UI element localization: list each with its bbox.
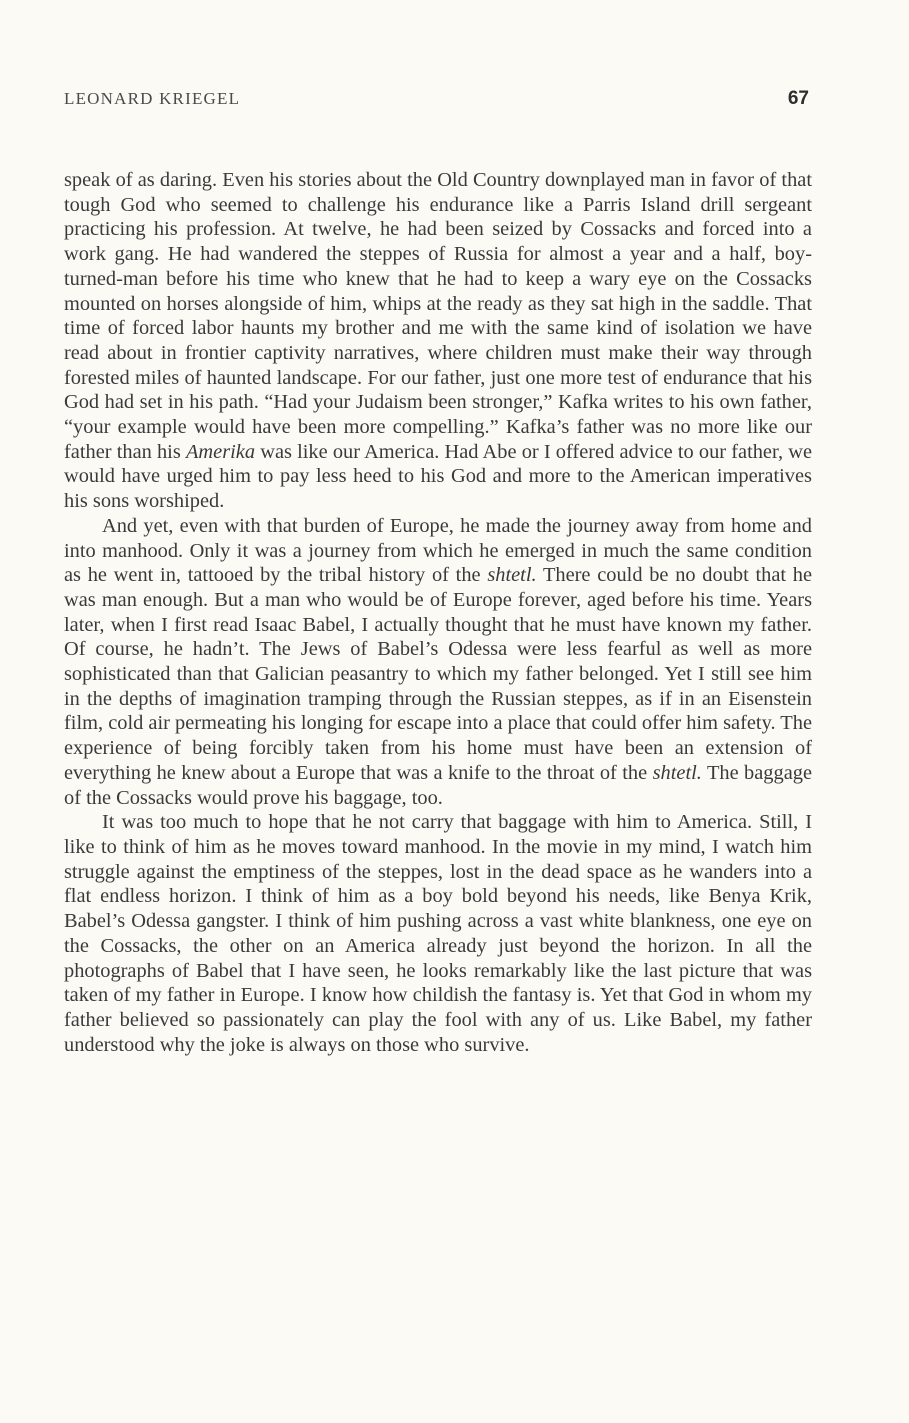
- paragraph: [64, 810, 812, 1057]
- paragraph-text: The baggage of the Cossacks would prove his baggage, too.: [64, 761, 812, 809]
- paragraph-text: There could be no doubt that he was man enough. But a man who would be of Europe forever, aged before his time. Years later, when I first read Isaac Babel, I actually thought that he must have known my father. Of course, he hadn’t. The Jews of Babel’s Odessa were less fearful as well as more sophisticated than that Galician peasantry to which my father belonged. Yet I still see him in the depths of imagination tramping through the Russian steppes, as if in an Eisenstein film, cold air permeating his longing for escape into a place that could offer him safety. The experience of being forcibly taken from his home must have been an extension of everything he knew about a Europe that was a knife to the throat of the: [64, 564, 813, 784]
- page-number: 67: [787, 88, 809, 109]
- italic-term: shtetl.: [487, 564, 537, 587]
- body-text: [64, 168, 812, 1057]
- paragraph-text: And yet, even with that burden of Europe, he made the journey away from home and into manhood. Only it was a journey from which he emerged in much the same condition as he went in, tattooed by the tribal history of the: [64, 514, 812, 587]
- paragraph: [64, 168, 812, 514]
- paragraph: [64, 514, 812, 810]
- paragraph-text: speak of as daring. Even his stories about the Old Country downplayed man in favor of that tough God who seemed to challenge his endurance like a Parris Island drill sergeant practicing his profession. At twelve, he had been seized by Cossacks and forced into a work gang. He had wandered the steppes of Russia for almost a year and a half, boy-turned-man before his time who knew that he had to keep a wary eye on the Cossacks mounted on horses alongside of him, whips at the ready as they sat high in the saddle. That time of forced labor haunts my brother and me with the same kind of isolation we have read about in frontier captivity narratives, where children must make their way through forested miles of haunted landscape. For our father, just one more test of endurance that his God had set in his path. “Had your Judaism been stronger,” Kafka writes to his own father, “your example would have been more compelling.” Kafka’s father was no more like our father than his: [64, 169, 812, 463]
- running-head: [64, 89, 809, 113]
- paragraph-text: was like our America. Had Abe or I offered advice to our father, we would have urged him to pay less heed to his God and more to the American imperatives his sons worshiped.: [64, 440, 812, 513]
- paragraph-text: It was too much to hope that he not carry that baggage with him to America. Still, I like to think of him as he moves toward manhood. In the movie in my mind, I watch him struggle against the emptiness of the steppes, lost in the dead space as he wanders into a flat endless horizon. I think of him as a boy bold beyond his needs, like Benya Krik, Babel’s Odessa gangster. I think of him pushing across a vast white blankness, one eye on the Cossacks, the other on an America already just beyond the horizon. In all the photographs of Babel that I have seen, he looks remarkably like the last picture that was taken of my father in Europe. I know how childish the fantasy is. Yet that God in whom my father believed so passionately can play the fool with any of us. Like Babel, my father understood why the joke is always on those who survive.: [64, 811, 812, 1056]
- running-head-author: LEONARD KRIEGEL: [64, 89, 241, 108]
- italic-term: Amerika: [185, 440, 256, 463]
- italic-term: shtetl.: [652, 761, 702, 784]
